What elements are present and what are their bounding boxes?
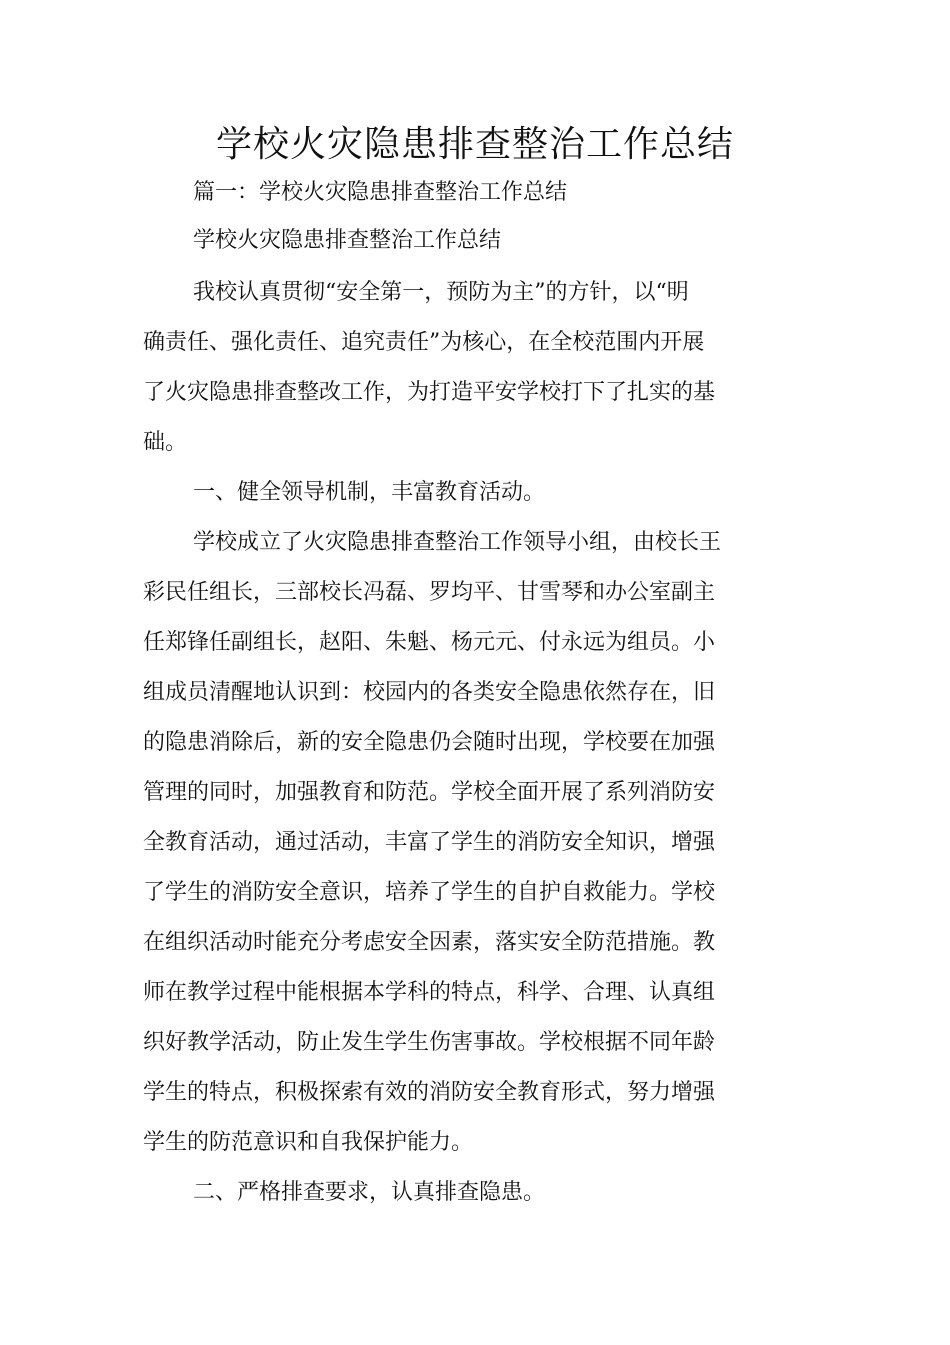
subtitle-summary: 学校火灾隐患排查整治工作总结 (193, 228, 502, 253)
section-heading-one (143, 468, 743, 518)
text-line: 了学生的消防安全意识，培养了学生的自护自救能力。学校 (143, 880, 716, 905)
document-body (143, 268, 743, 1218)
paragraph-leadership (143, 518, 743, 1168)
text-line: 织好教学活动，防止发生学生伤害事故。学校根据不同年龄 (143, 1030, 716, 1055)
document-title: 学校火灾隐患排查整治工作总结 (215, 124, 734, 165)
text-line: 学生的防范意识和自我保护能力。 (143, 1130, 474, 1155)
text-line: 学生的特点，积极探索有效的消防安全教育形式，努力增强 (143, 1080, 716, 1105)
text-line: 一、健全领导机制，丰富教育活动。 (193, 480, 546, 505)
text-line: 全教育活动，通过活动，丰富了学生的消防安全知识，增强 (143, 830, 716, 855)
text-line: 学校成立了火灾隐患排查整治工作领导小组，由校长王 (193, 530, 722, 555)
text-line: 了火灾隐患排查整改工作，为打造平安学校打下了扎实的基 (143, 380, 716, 405)
text-line: 师在教学过程中能根据本学科的特点，科学、合理、认真组 (143, 980, 716, 1005)
text-line: 的隐患消除后，新的安全隐患仍会随时出现，学校要在加强 (143, 730, 716, 755)
text-line: 确责任、强化责任、追究责任”为核心，在全校范围内开展 (143, 330, 705, 355)
paragraph-intro (143, 268, 743, 468)
text-line: 础。 (143, 430, 188, 455)
text-line: 在组织活动时能充分考虑安全因素，落实安全防范措施。教 (143, 930, 716, 955)
text-line: 我校认真贯彻“安全第一，预防为主”的方针，以“明 (193, 280, 689, 305)
text-line: 二、严格排查要求，认真排查隐患。 (193, 1180, 546, 1205)
section-heading-two (143, 1168, 743, 1218)
text-line: 组成员清醒地认识到：校园内的各类安全隐患依然存在，旧 (143, 680, 716, 705)
text-line: 任郑锋任副组长，赵阳、朱魁、杨元元、付永远为组员。小 (143, 630, 716, 655)
text-line: 彩民任组长，三部校长冯磊、罗均平、甘雪琴和办公室副主 (143, 580, 716, 605)
subtitle-article-one: 篇一：学校火灾隐患排查整治工作总结 (193, 180, 568, 205)
text-line: 管理的同时，加强教育和防范。学校全面开展了系列消防安 (143, 780, 716, 805)
